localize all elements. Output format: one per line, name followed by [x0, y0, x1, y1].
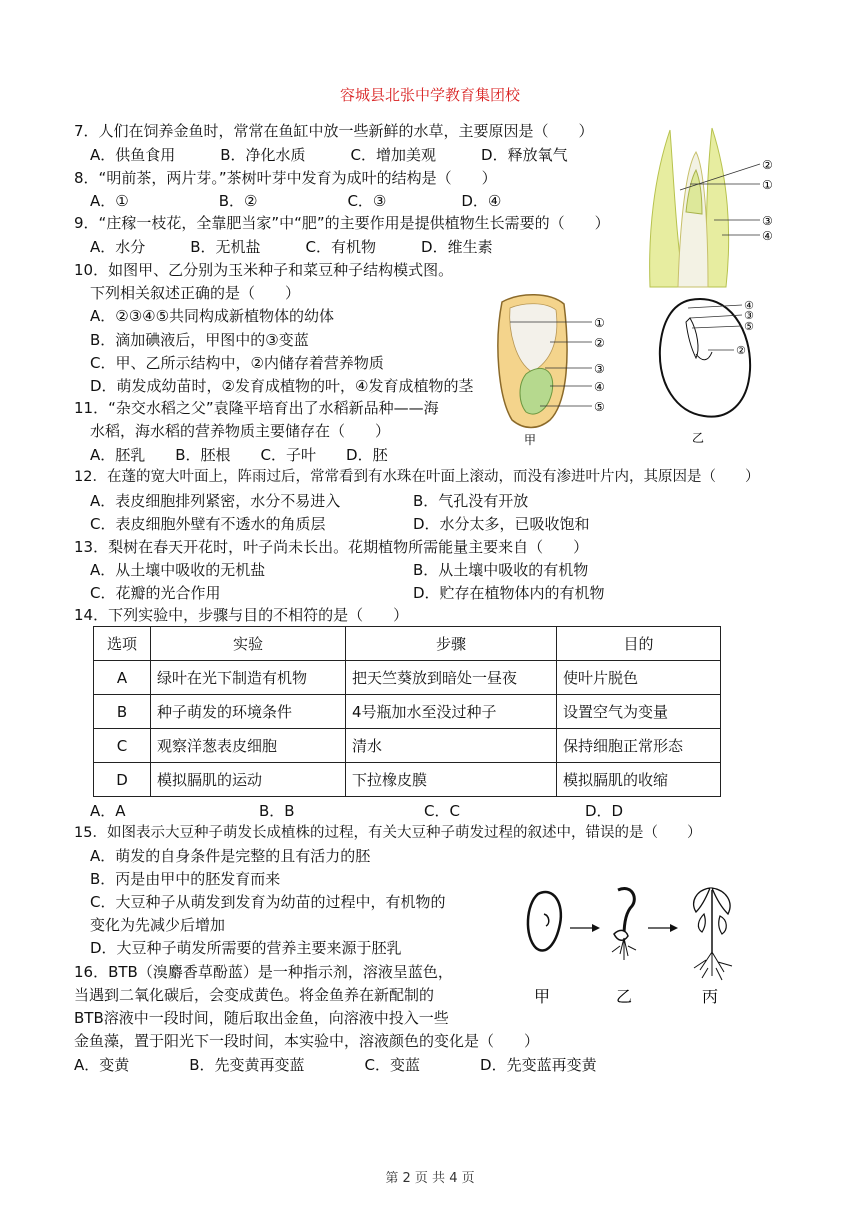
corn-caption: 甲 [524, 433, 537, 447]
table-cell: 模拟膈肌的运动 [151, 763, 346, 797]
table-cell: 观察洋葱表皮细胞 [151, 729, 346, 763]
q10-option-c: C．甲、乙所示结构中，②内储存着营养物质 [90, 354, 384, 372]
table-cell: 设置空气为变量 [557, 695, 721, 729]
table-row [94, 763, 721, 797]
q16-stem-3: BTB溶液中一段时间，随后取出金鱼，向溶液中投入一些 [74, 1009, 449, 1027]
q16-stem-4: 金鱼藻，置于阳光下一段时间，本实验中，溶液颜色的变化是（ ） [74, 1032, 540, 1050]
table-cell: 保持细胞正常形态 [557, 729, 721, 763]
table-cell: A [94, 661, 151, 695]
q12-option-b: B．气孔没有开放 [413, 492, 529, 510]
table-cell: 4号瓶加水至没过种子 [346, 695, 557, 729]
q12-stem: 12．在蓬的宽大叶面上，阵雨过后，常常看到有水珠在叶面上滚动，而没有渗进叶片内，其原因是（ ） [74, 469, 760, 485]
q7-stem: 7．人们在饲养金鱼时，常常在鱼缸中放一些新鲜的水草，主要原因是（ ） [74, 122, 594, 140]
table-cell: B [94, 695, 151, 729]
q9-options: A．水分 B．无机盐 C．有机物 D．维生素 [90, 238, 493, 256]
q14-option-a: A．A [90, 802, 126, 820]
q10-stem: 10．如图甲、乙分别为玉米种子和菜豆种子结构模式图。 [74, 261, 454, 279]
table-row [94, 661, 721, 695]
bean-label: ② [736, 344, 746, 357]
germination-figure [520, 880, 750, 1008]
table-header-cell: 选项 [94, 627, 151, 661]
experiment-table [93, 626, 721, 797]
table-cell: 绿叶在光下制造有机物 [151, 661, 346, 695]
q11-options: A．胚乳 B．胚根 C．子叶 D．胚 [90, 446, 388, 464]
bean-label: ④ [744, 299, 754, 312]
bean-label: ③ [744, 309, 754, 322]
q16-options: A．变黄 B．先变黄再变蓝 C．变蓝 D．先变蓝再变黄 [74, 1056, 597, 1074]
q13-option-c: C．花瓣的光合作用 [90, 584, 221, 602]
q14-option-c: C．C [424, 802, 460, 820]
q13-stem: 13．梨树在春天开花时，叶子尚未长出。花期植物所需能量主要来自（ ） [74, 538, 589, 556]
corn-label: ④ [594, 380, 605, 394]
q7-options: A．供鱼食用 B．净化水质 C．增加美观 D．释放氧气 [90, 146, 568, 164]
q11-stem: 11．“杂交水稻之父”袁隆平培育出了水稻新品种——海 [74, 399, 439, 417]
q15-option-a: A．萌发的自身条件是完整的且有活力的胚 [90, 847, 371, 865]
corn-label: ⑤ [594, 400, 605, 414]
corn-label: ① [594, 316, 605, 330]
table-cell: 把天竺葵放到暗处一昼夜 [346, 661, 557, 695]
table-cell: 清水 [346, 729, 557, 763]
corn-label: ② [594, 336, 605, 350]
table-cell: 下拉橡皮膜 [346, 763, 557, 797]
q12-option-d: D．水分太多，已吸收饱和 [413, 515, 590, 533]
q10-stem-2: 下列相关叙述正确的是（ ） [90, 284, 301, 302]
q11-stem-2: 水稻，海水稻的营养物质主要储存在（ ） [90, 422, 391, 440]
bud-label: ② [762, 158, 773, 172]
q8-options: A．① B．② C．③ D．④ [90, 192, 502, 210]
leaf-bud-figure [640, 122, 790, 290]
bean-seed-figure [650, 292, 760, 450]
corn-label: ③ [594, 362, 605, 376]
growth-caption: 甲 [534, 987, 551, 1006]
q15-option-c-2: 变化为先减少后增加 [90, 916, 226, 934]
q15-stem: 15．如图表示大豆种子萌发长成植株的过程，有关大豆种子萌发过程的叙述中，错误的是（ ） [74, 825, 702, 841]
q15-option-c: C．大豆种子从萌发到发育为幼苗的过程中，有机物的 [90, 893, 446, 911]
q12-option-c: C．表皮细胞外壁有不透水的角质层 [90, 515, 326, 533]
table-row [94, 729, 721, 763]
table-cell: 种子萌发的环境条件 [151, 695, 346, 729]
corn-seed-figure [490, 292, 610, 448]
q14-option-b: B．B [259, 802, 295, 820]
q13-option-d: D．贮存在植物体内的有机物 [413, 584, 605, 602]
growth-caption: 丙 [702, 987, 719, 1006]
table-cell: 模拟膈肌的收缩 [557, 763, 721, 797]
q16-stem-2: 当遇到二氧化碳后，会变成黄色。将金鱼养在新配制的 [74, 986, 435, 1004]
bud-label: ③ [762, 214, 773, 228]
table-cell: C [94, 729, 151, 763]
q14-option-d: D．D [585, 802, 624, 820]
page-number: 第 2 页 共 4 页 [385, 1171, 475, 1186]
bud-label: ④ [762, 229, 773, 243]
q10-option-a: A．②③④⑤共同构成新植物体的幼体 [90, 307, 335, 325]
q9-stem: 9．“庄稼一枝花，全靠肥当家”中“肥”的主要作用是提供植物生长需要的（ ） [74, 214, 610, 232]
table-header-cell: 实验 [151, 627, 346, 661]
q10-option-b: B．滴加碘液后，甲图中的③变蓝 [90, 331, 309, 349]
bean-caption: 乙 [692, 431, 705, 445]
q15-option-d: D．大豆种子萌发所需要的营养主要来源于胚乳 [90, 939, 402, 957]
q16-stem: 16．BTB（溴麝香草酚蓝）是一种指示剂，溶液呈蓝色， [74, 963, 453, 981]
growth-caption: 乙 [616, 987, 633, 1006]
table-header-row [94, 627, 721, 661]
q12-option-a: A．表皮细胞排列紧密，水分不易进入 [90, 492, 341, 510]
school-header: 容城县北张中学教育集团校 [339, 86, 520, 104]
q10-option-d: D．萌发成幼苗时，②发育成植物的叶，④发育成植物的茎 [90, 377, 474, 395]
table-header-cell: 步骤 [346, 627, 557, 661]
q8-stem: 8．“明前茶，两片芽。”茶树叶芽中发育为成叶的结构是（ ） [74, 169, 497, 187]
table-row [94, 695, 721, 729]
q15-option-b: B．丙是由甲中的胚发育而来 [90, 870, 281, 888]
q13-option-a: A．从土壤中吸收的无机盐 [90, 561, 266, 579]
q13-option-b: B．从土壤中吸收的有机物 [413, 561, 589, 579]
table-header-cell: 目的 [557, 627, 721, 661]
bean-label: ⑤ [744, 320, 754, 333]
bud-label: ① [762, 178, 773, 192]
q14-stem: 14．下列实验中，步骤与目的不相符的是（ ） [74, 606, 409, 624]
table-cell: D [94, 763, 151, 797]
table-cell: 使叶片脱色 [557, 661, 721, 695]
